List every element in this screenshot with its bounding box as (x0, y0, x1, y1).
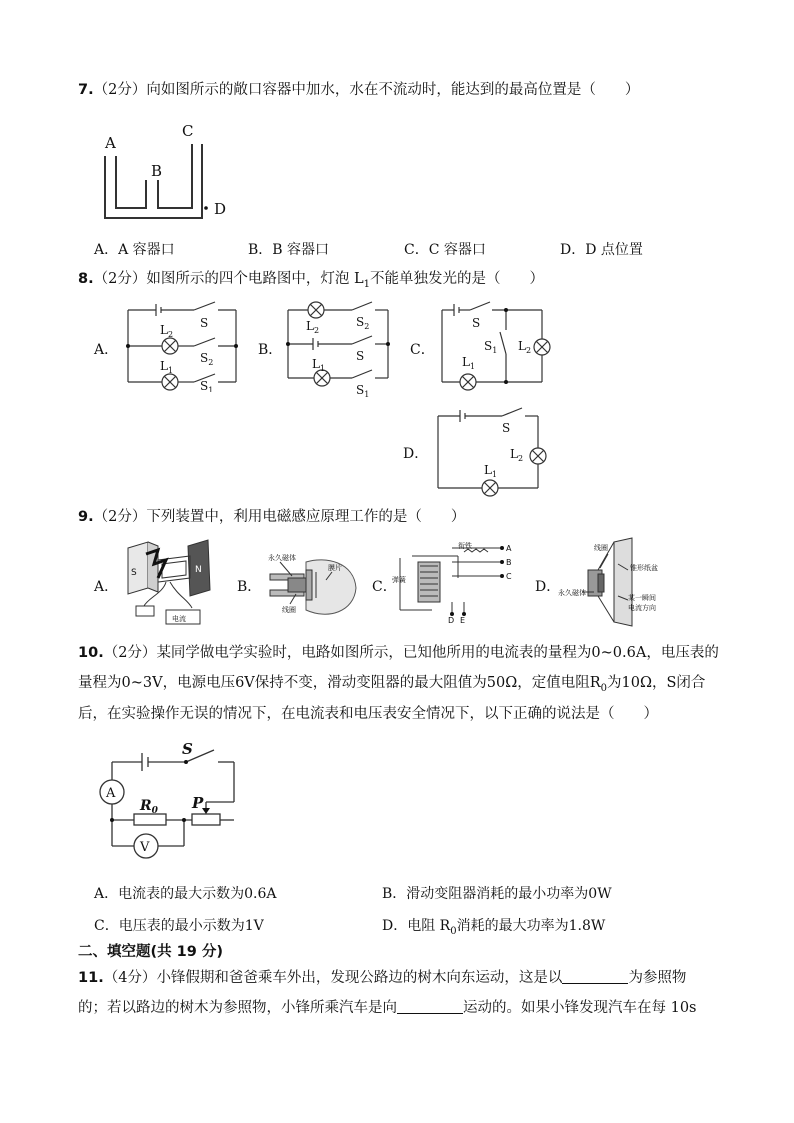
question-10-line-2: 量程为0~3V，电源电压6V保持不变，滑动变阻器的最大阻值为50Ω，定值电阻$R_0$为10Ω，S闭合 (78, 675, 706, 694)
q8-option-a[interactable]: A． (94, 342, 119, 358)
svg-text:S: S (200, 316, 209, 330)
svg-text:L2: $L_2$ (160, 323, 174, 339)
q10-option-a[interactable]: A．电流表的最大示数为0.6A (94, 886, 277, 902)
svg-text:某一瞬间: 某一瞬间 (628, 594, 656, 602)
q9-option-b[interactable]: B． (237, 579, 262, 595)
svg-text:L2: $L_2$ (518, 339, 532, 355)
svg-text:L1: $L_1$ (484, 463, 498, 479)
microphone-figure (262, 548, 362, 626)
q8-option-b[interactable]: B． (258, 342, 283, 358)
svg-text:S: S (356, 349, 365, 363)
relay-figure (392, 540, 522, 624)
svg-text:S: S (502, 421, 511, 435)
q8-option-d[interactable]: D． (403, 446, 429, 462)
label-d: D (214, 200, 227, 218)
q7-option-b[interactable]: B．B 容器口 (248, 242, 330, 258)
svg-text:C: C (506, 572, 512, 581)
q7-option-c[interactable]: C．C 容器口 (404, 242, 486, 258)
svg-text:S1: $S_1$ (200, 379, 214, 392)
svg-text:N: N (195, 565, 202, 575)
question-number: 9 (78, 509, 89, 525)
question-score: （2分） (103, 645, 157, 661)
question-8-text: 8.（2分）如图所示的四个电路图中，灯泡 $L_1$不能单独发光的是（ ） (78, 271, 544, 290)
svg-text:L1: $L_1$ (160, 359, 174, 375)
circuit-c-diagram (434, 296, 554, 392)
svg-text:S: S (131, 568, 137, 578)
svg-text:衔铁: 衔铁 (458, 542, 472, 550)
question-11-line-2: 的；若以路边的树木为参照物，小锋所乘汽车是向 运动的。如果小锋发现汽车在每 10s (78, 1000, 697, 1016)
svg-text:A: A (106, 786, 116, 801)
question-10-line-3: 后，在实验操作无误的情况下，在电流表和电压表安全情况下，以下正确的说法是（ ） (78, 706, 658, 722)
svg-text:永久磁体: 永久磁体 (558, 589, 586, 597)
question-11-line-1: 11.（4分）小锋假期和爸爸乘车外出，发现公路边的树木向东运动，这是以 为参照物 (78, 970, 687, 986)
question-score: （2分） (93, 509, 147, 525)
container-figure (98, 118, 238, 224)
svg-text:锥形纸盆: 锥形纸盆 (630, 564, 658, 572)
answer-blank-1[interactable] (562, 969, 628, 984)
question-9-text: 9.（2分）下列装置中，利用电磁感应原理工作的是（ ） (78, 509, 466, 525)
section-heading: 二、填空题(共 19 分) (78, 944, 224, 960)
svg-text:线圈: 线圈 (282, 606, 296, 614)
question-stem: 下列装置中，利用电磁感应原理工作的是（ ） (146, 509, 466, 525)
q9-option-d[interactable]: D． (535, 579, 561, 595)
svg-text:电流: 电流 (172, 615, 186, 623)
q7-option-a[interactable]: A．A 容器口 (94, 242, 175, 258)
question-number: 7 (78, 82, 89, 98)
q8-option-c[interactable]: C． (410, 342, 435, 358)
svg-text:膜片: 膜片 (328, 564, 342, 572)
svg-text:V: V (140, 840, 150, 855)
svg-text:永久磁体: 永久磁体 (268, 554, 296, 562)
induction-apparatus-figure (118, 538, 218, 628)
question-score: （2分） (93, 271, 147, 287)
q7-option-d[interactable]: D．D 点位置 (560, 242, 643, 258)
circuit-a-diagram (120, 296, 244, 392)
question-7-text: 7.（2分）向如图所示的敞口容器中加水，水在不流动时，能达到的最高位置是（ ） (78, 82, 640, 98)
q10-option-c[interactable]: C．电压表的最小示数为1V (94, 918, 264, 934)
q10-option-b[interactable]: B．滑动变阻器消耗的最小功率为0W (382, 886, 612, 902)
q9-option-a[interactable]: A． (94, 579, 119, 595)
question-number: 8 (78, 271, 89, 287)
answer-blank-2[interactable] (397, 999, 463, 1014)
loudspeaker-figure (558, 534, 668, 630)
label-c: C (182, 122, 194, 140)
svg-text:S2: $S_2$ (356, 315, 370, 331)
svg-text:电流方向: 电流方向 (628, 604, 656, 612)
question-number: 11 (78, 970, 99, 986)
svg-text:B: B (506, 558, 512, 567)
svg-text:线圈: 线圈 (594, 544, 608, 552)
label-a: A (105, 134, 116, 152)
svg-text:L2: $L_2$ (306, 319, 320, 335)
circuit-b-diagram (280, 296, 400, 400)
q10-circuit-diagram (96, 738, 246, 862)
svg-text:D: D (448, 616, 455, 624)
svg-text:P: P (192, 794, 204, 812)
question-score: （2分） (93, 82, 147, 98)
svg-text:L1: $L_1$ (312, 357, 326, 373)
label-b: B (151, 162, 163, 180)
svg-text:L1: $L_1$ (462, 355, 476, 371)
question-number: 10 (78, 645, 99, 661)
q10-option-d[interactable]: D．电阻 $R_0$消耗的最大功率为1.8W (382, 918, 606, 937)
question-score: （4分） (103, 970, 157, 986)
svg-text:S1: $S_1$ (356, 383, 370, 399)
svg-text:弹簧: 弹簧 (392, 576, 406, 584)
svg-text:E: E (460, 616, 466, 624)
q9-option-c[interactable]: C． (372, 579, 397, 595)
svg-text:L2: $L_2$ (510, 447, 524, 463)
svg-text:R0: $R_0$ (140, 798, 158, 816)
svg-text:S: S (472, 316, 481, 330)
svg-text:A: A (506, 544, 512, 553)
question-stem: 向如图所示的敞口容器中加水，水在不流动时，能达到的最高位置是（ ） (146, 82, 640, 98)
svg-text:S2: $S_2$ (200, 351, 214, 367)
svg-text:S: S (182, 740, 193, 758)
question-10-line-1: 10.（2分）某同学做电学实验时，电路如图所示，已知他所用的电流表的量程为0~0.6A，电压表的 (78, 645, 719, 661)
circuit-d-diagram (430, 402, 550, 498)
svg-text:S1: $S_1$ (484, 339, 498, 355)
